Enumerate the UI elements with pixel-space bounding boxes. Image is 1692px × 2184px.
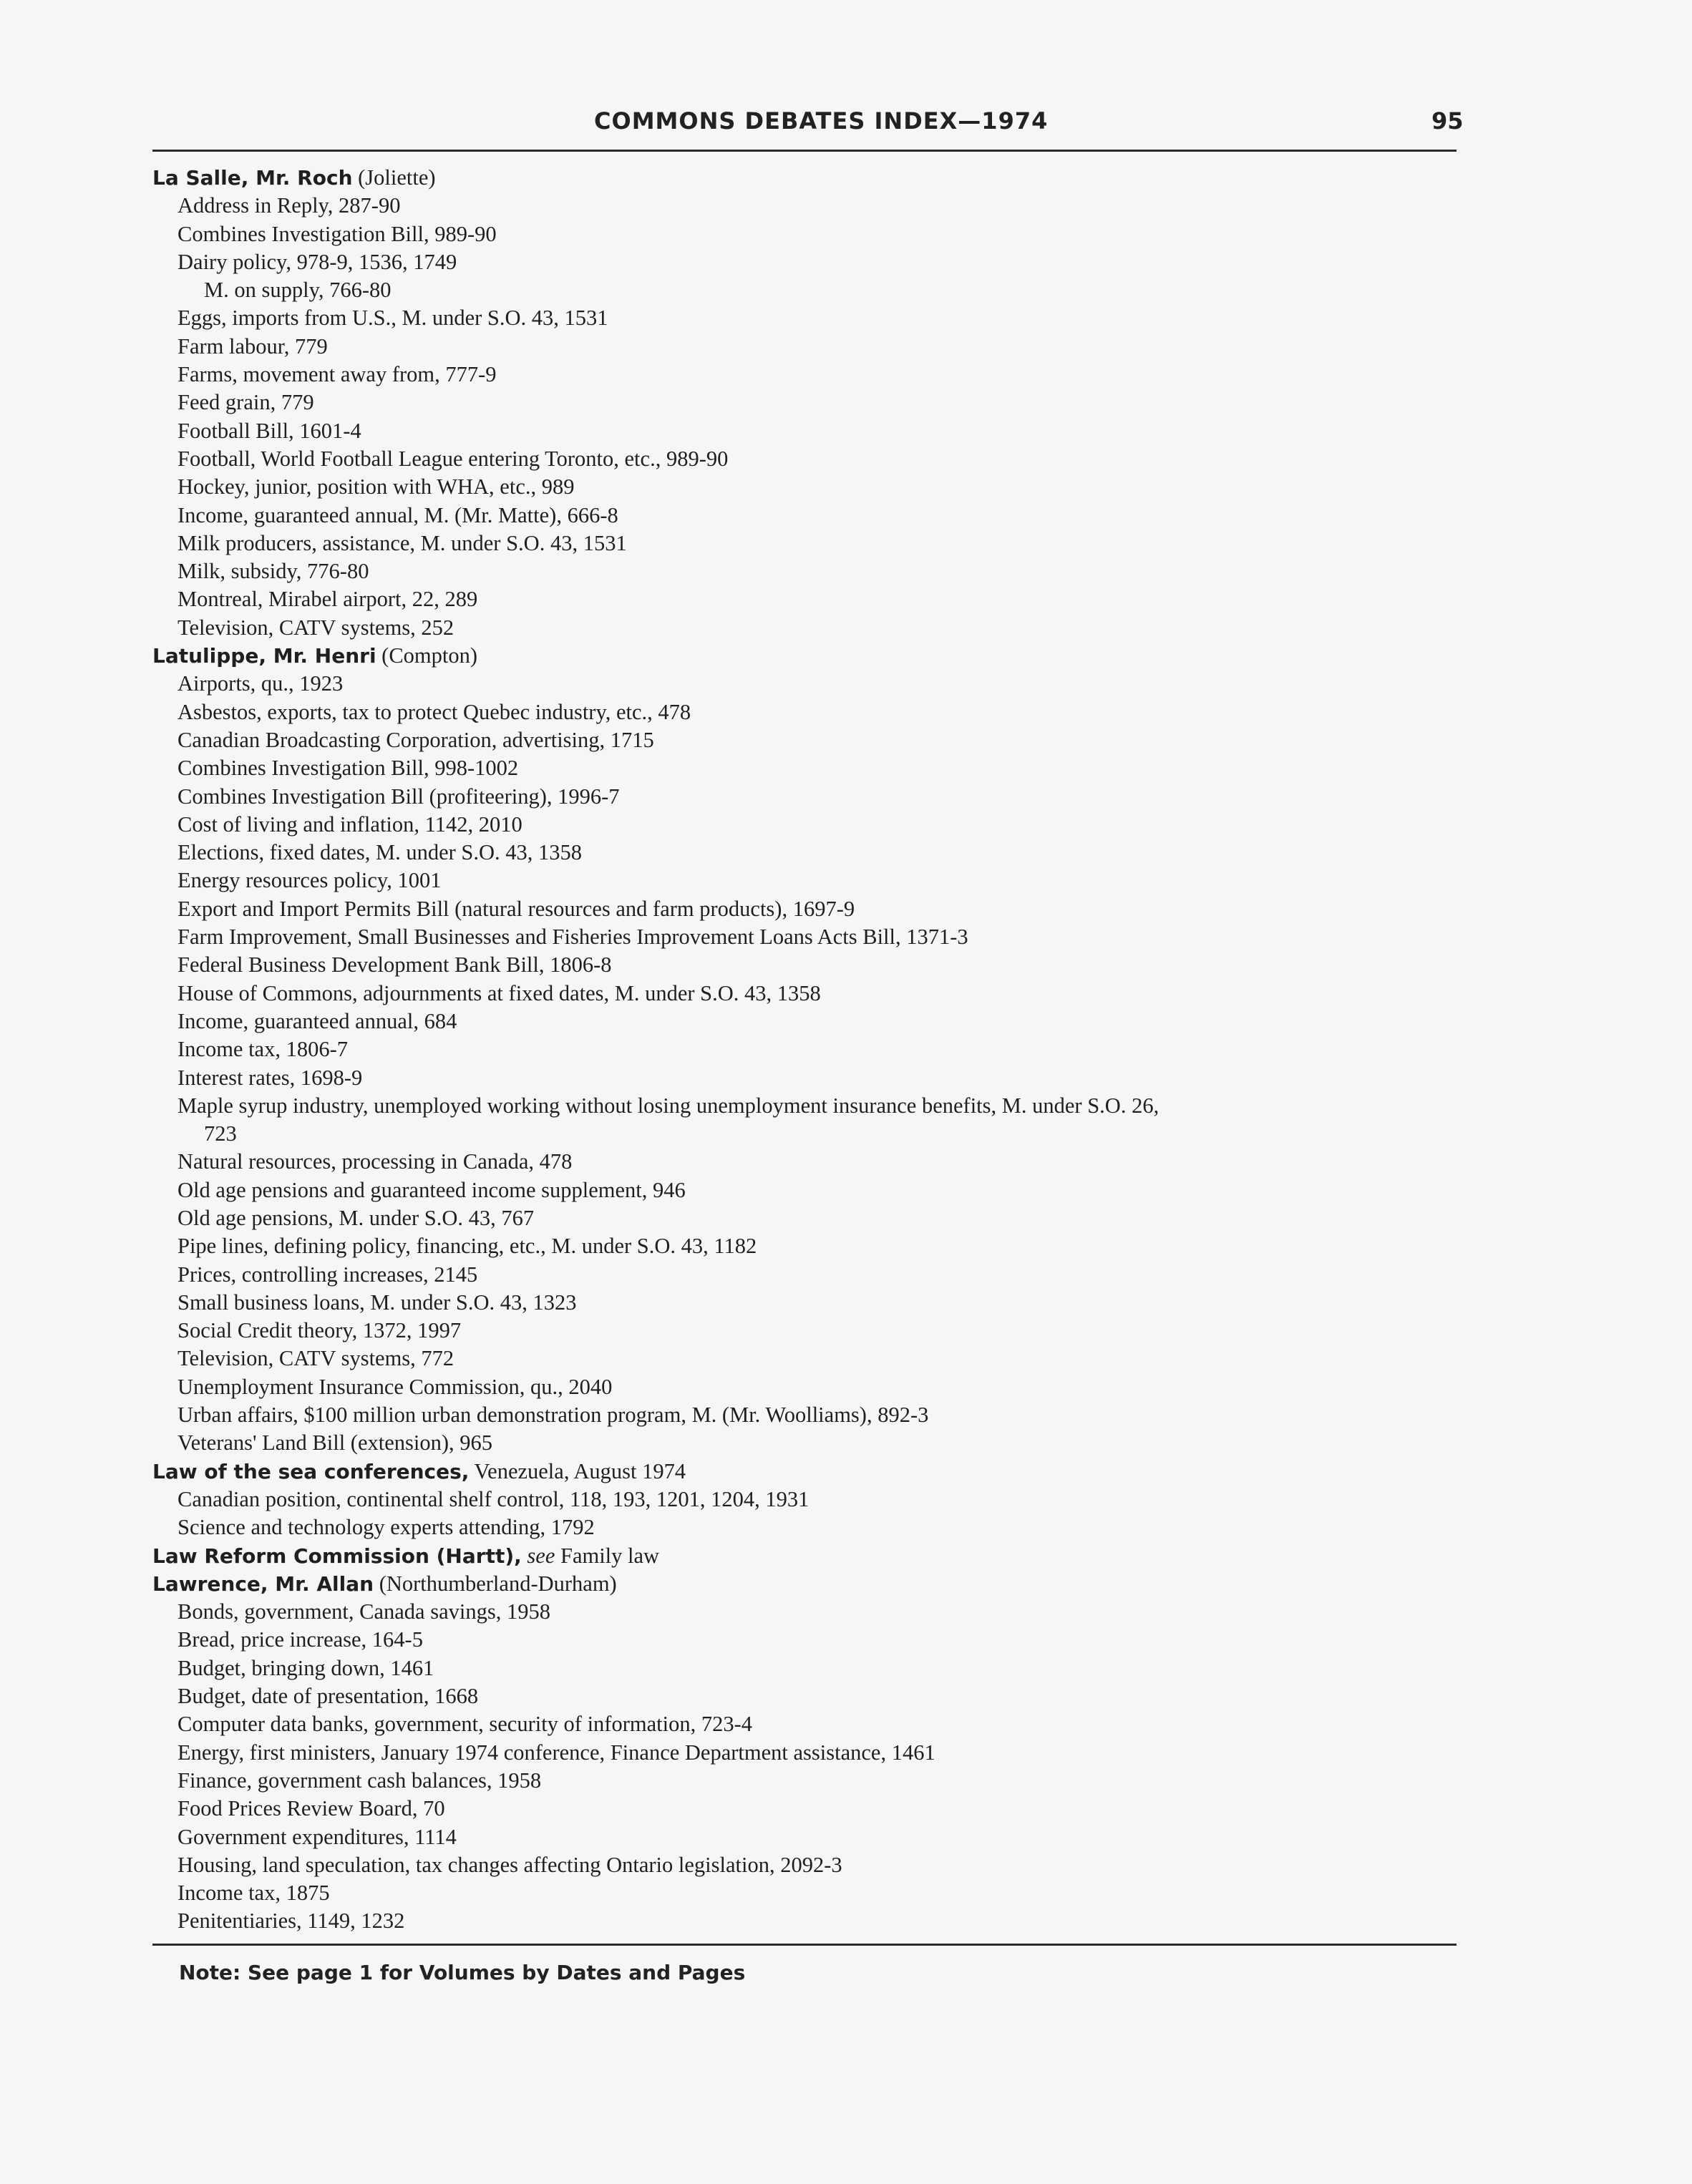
list-item: Housing, land speculation, tax changes affecting Ontario legislation, 2092-3 <box>178 1852 842 1877</box>
list-item: Asbestos, exports, tax to protect Quebec industry, etc., 478 <box>178 699 691 724</box>
list-item: Feed grain, 779 <box>178 390 314 415</box>
see-target: Family law <box>560 1543 660 1568</box>
list-item: Television, CATV systems, 252 <box>178 615 454 640</box>
list-item: Bonds, government, Canada savings, 1958 <box>178 1599 550 1624</box>
list-item: Dairy policy, 978-9, 1536, 1749 <box>178 249 457 274</box>
entry-riding: (Joliette) <box>358 165 436 190</box>
entry-qualifier: Venezuela, August 1974 <box>474 1458 686 1483</box>
see-reference: see <box>527 1543 555 1568</box>
list-item: Hockey, junior, position with WHA, etc., 989 <box>178 474 575 499</box>
list-item: Pipe lines, defining policy, financing, etc., M. under S.O. 43, 1182 <box>178 1234 757 1259</box>
list-item: Income tax, 1875 <box>178 1881 330 1906</box>
footer-note: Note: See page 1 for Volumes by Dates and Pages <box>179 1961 746 1984</box>
list-item: Federal Business Development Bank Bill, 1806-8 <box>178 952 612 978</box>
list-item: Budget, date of presentation, 1668 <box>178 1684 479 1709</box>
list-item: Maple syrup industry, unemployed working without losing unemployment insurance benefits, M. under S.O. 26, <box>178 1093 1159 1118</box>
header-rule <box>152 150 1457 152</box>
list-item: Computer data banks, government, security of information, 723-4 <box>178 1712 752 1737</box>
entry-riding: (Northumberland-Durham) <box>379 1571 617 1596</box>
footer-rule <box>152 1944 1457 1946</box>
list-item: Penitentiaries, 1149, 1232 <box>178 1908 405 1934</box>
list-item: Export and Import Permits Bill (natural resources and farm products), 1697-9 <box>178 896 855 921</box>
list-item: Government expenditures, 1114 <box>178 1824 457 1849</box>
list-item: Budget, bringing down, 1461 <box>178 1655 434 1680</box>
list-item: Combines Investigation Bill, 998-1002 <box>178 756 519 781</box>
entry-riding: (Compton) <box>381 643 478 668</box>
entry-name: Law Reform Commission (Hartt), <box>152 1544 522 1568</box>
list-item: Montreal, Mirabel airport, 22, 289 <box>178 587 478 612</box>
index-entries <box>152 164 1484 1936</box>
list-item: Old age pensions, M. under S.O. 43, 767 <box>178 1205 535 1230</box>
list-item: Science and technology experts attending, 1792 <box>178 1515 595 1540</box>
entry-heading-la-salle <box>152 164 1484 192</box>
list-item: Unemployment Insurance Commission, qu., 2040 <box>178 1374 613 1399</box>
list-item: Elections, fixed dates, M. under S.O. 43, 1358 <box>178 840 583 865</box>
list-item: Milk, subsidy, 776-80 <box>178 559 369 584</box>
list-item: Eggs, imports from U.S., M. under S.O. 43, 1531 <box>178 306 608 331</box>
entry-name: Latulippe, Mr. Henri <box>152 644 376 668</box>
entry-heading-lawrence <box>152 1570 1484 1598</box>
list-item: Energy resources policy, 1001 <box>178 868 442 893</box>
list-item: House of Commons, adjournments at fixed dates, M. under S.O. 43, 1358 <box>178 980 821 1005</box>
list-item: Food Prices Review Board, 70 <box>178 1796 445 1821</box>
entry-heading-latulippe <box>152 642 1484 670</box>
list-item: Interest rates, 1698-9 <box>178 1065 363 1090</box>
list-item: Bread, price increase, 164-5 <box>178 1627 423 1652</box>
list-item: Airports, qu., 1923 <box>178 671 344 696</box>
list-item: Natural resources, processing in Canada, 478 <box>178 1149 573 1174</box>
list-item: Farms, movement away from, 777-9 <box>178 362 497 387</box>
list-item: Combines Investigation Bill, 989-90 <box>178 221 497 246</box>
page-number: 95 <box>1431 107 1464 135</box>
list-item: Combines Investigation Bill (profiteering), 1996-7 <box>178 784 620 809</box>
entry-name: Law of the sea conferences, <box>152 1459 470 1483</box>
list-item: Address in Reply, 287-90 <box>178 193 401 218</box>
entry-heading-law-reform-commission <box>152 1542 1484 1570</box>
list-subitem: M. on supply, 766-80 <box>204 278 392 303</box>
list-item: Social Credit theory, 1372, 1997 <box>178 1318 462 1343</box>
list-item: Farm labour, 779 <box>178 333 328 359</box>
list-item: Income, guaranteed annual, M. (Mr. Matte), 666-8 <box>178 502 618 527</box>
list-item: Income, guaranteed annual, 684 <box>178 1008 457 1033</box>
list-item: Milk producers, assistance, M. under S.O. 43, 1531 <box>178 530 627 555</box>
list-item: Old age pensions and guaranteed income supplement, 946 <box>178 1177 686 1202</box>
entry-name: La Salle, Mr. Roch <box>152 166 353 190</box>
list-item: Finance, government cash balances, 1958 <box>178 1768 542 1793</box>
list-item-continuation: 723 <box>204 1121 237 1146</box>
list-item: Energy, first ministers, January 1974 conference, Finance Department assistance, 1461 <box>178 1740 935 1765</box>
list-item: Television, CATV systems, 772 <box>178 1346 454 1371</box>
list-item: Farm Improvement, Small Businesses and Fisheries Improvement Loans Acts Bill, 1371-3 <box>178 925 968 950</box>
entry-heading-law-of-the-sea <box>152 1458 1484 1486</box>
list-item: Income tax, 1806-7 <box>178 1037 348 1062</box>
list-item: Small business loans, M. under S.O. 43, 1323 <box>178 1290 577 1315</box>
list-item: Cost of living and inflation, 1142, 2010 <box>178 811 522 837</box>
list-item: Prices, controlling increases, 2145 <box>178 1262 478 1287</box>
list-item: Football Bill, 1601-4 <box>178 418 361 443</box>
list-item: Canadian Broadcasting Corporation, advertising, 1715 <box>178 727 654 752</box>
list-item: Urban affairs, $100 million urban demonstration program, M. (Mr. Woolliams), 892-3 <box>178 1403 929 1428</box>
list-item: Canadian position, continental shelf control, 118, 193, 1201, 1204, 1931 <box>178 1486 809 1511</box>
list-item: Veterans' Land Bill (extension), 965 <box>178 1430 493 1456</box>
list-item: Football, World Football League entering Toronto, etc., 989-90 <box>178 446 729 471</box>
page-title: COMMONS DEBATES INDEX—1974 <box>594 107 1049 135</box>
entry-name: Lawrence, Mr. Allan <box>152 1571 374 1596</box>
